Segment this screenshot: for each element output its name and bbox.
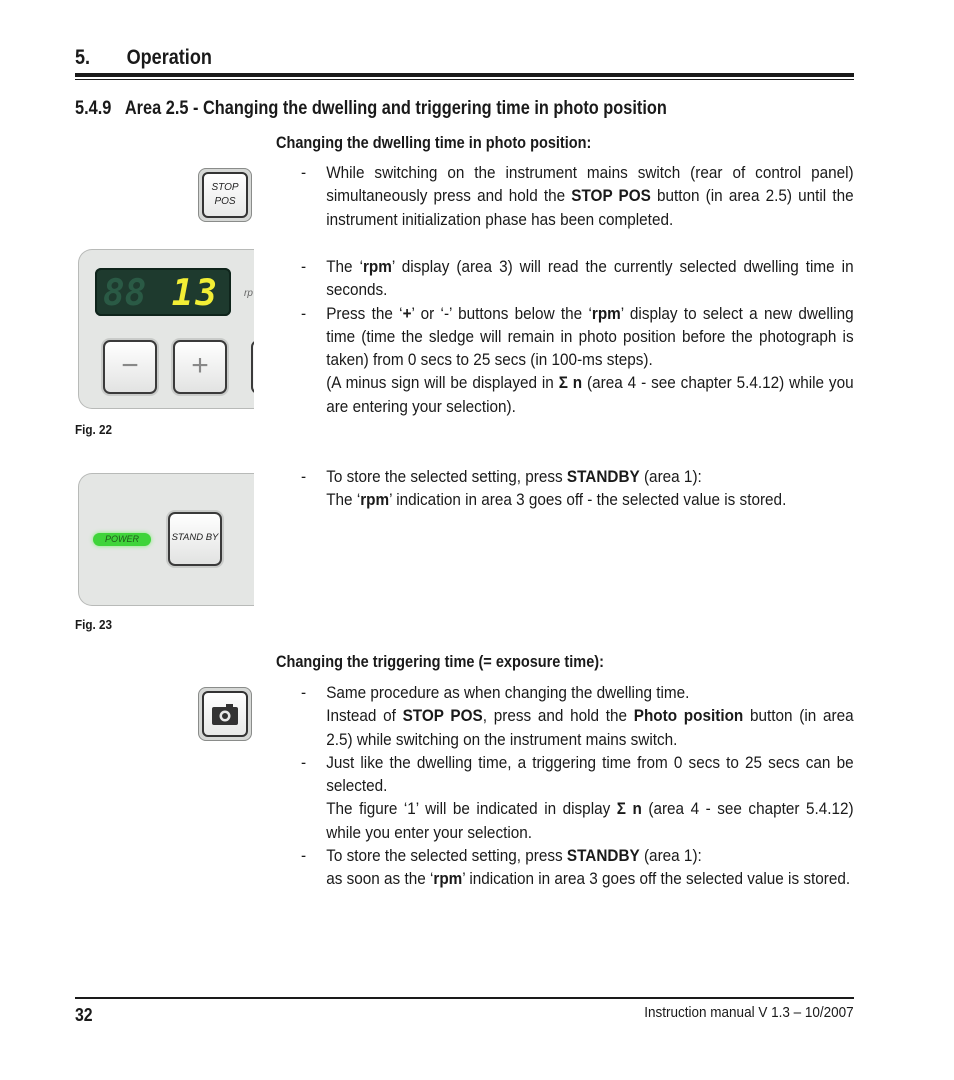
chapter-title: Operation (126, 46, 212, 69)
stop-pos-label-line2: POS (214, 196, 236, 207)
rpm-display-value: 13 (171, 273, 219, 314)
list-item: - Same procedure as when changing the dwelling time. Instead of STOP POS, press and hold the Photo position button (in area 2.5) while switching on the instrument mains switch. (301, 681, 854, 751)
chapter-number: 5. (75, 46, 91, 69)
display-ghost-segments: 88 (103, 273, 147, 314)
dwelling-steps-b (301, 255, 854, 418)
partial-button (251, 340, 254, 394)
list-item: - The ‘rpm’ display (area 3) will read the currently selected dwelling time in seconds. (301, 255, 854, 302)
power-led-icon (93, 533, 151, 546)
footer-manual-version: Instruction manual V 1.3 – 10/2007 (644, 1004, 854, 1021)
page-number: 32 (75, 1005, 93, 1025)
rpm-unit-label: rp (244, 288, 253, 299)
list-item: - While switching on the instrument mains switch (rear of control panel) simultaneously press and hold the STOP POS button (in area 2.5) until the instrument initialization phase has been completed. (301, 161, 854, 231)
section-heading (75, 98, 667, 120)
footer-rule (75, 997, 854, 999)
header-rule-thick (75, 73, 854, 77)
minus-icon: − (121, 349, 139, 382)
standby-label: STAND BY (171, 532, 219, 543)
list-item: - To store the selected setting, press STANDBY (area 1): The ‘rpm’ indication in area 3 goes off - the selected value is stored. (301, 465, 854, 512)
dwelling-steps-c (301, 465, 854, 512)
rpm-display (95, 268, 231, 316)
fig22-caption: Fig. 22 (75, 422, 113, 437)
photo-position-key-icon (198, 687, 252, 741)
triggering-subheading: Changing the triggering time (= exposure time): (276, 653, 604, 671)
list-item: - Just like the dwelling time, a triggering time from 0 secs to 25 secs can be selected. The figure ‘1’ will be indicated in display Σ n (area 4 - see chapter 5.4.12) while you enter your selection. (301, 751, 854, 844)
minus-button (103, 340, 157, 394)
stop-pos-key-icon (198, 168, 252, 222)
plus-button (173, 340, 227, 394)
fig23-caption: Fig. 23 (75, 617, 113, 632)
fig23-control-panel (78, 473, 254, 606)
chapter-heading (75, 46, 212, 70)
standby-button (168, 512, 222, 566)
fig22-control-panel (78, 249, 254, 409)
list-item: - To store the selected setting, press STANDBY (area 1): as soon as the ‘rpm’ indication in area 3 goes off the selected value is stored. (301, 844, 854, 891)
header-rule-thin (75, 79, 854, 80)
dwelling-steps-a (301, 161, 854, 231)
section-title: Area 2.5 - Changing the dwelling and triggering time in photo position (124, 98, 667, 119)
dwelling-subheading: Changing the dwelling time in photo position: (276, 134, 592, 152)
list-item: - Press the ‘+’ or ‘-’ buttons below the ‘rpm’ display to select a new dwelling time (time the sledge will remain in photo position before the photograph is taken) from 0 secs to 25 secs (in 100-ms steps). (A minus sign will be displayed in Σ n (area 4 - see chapter 5.4.12) while you are entering your selection). (301, 302, 854, 418)
camera-icon (204, 693, 246, 735)
power-label: POWER (104, 534, 139, 544)
section-number: 5.4.9 (75, 98, 112, 119)
plus-icon: + (191, 349, 209, 382)
stop-pos-label-line1: STOP (211, 182, 239, 193)
triggering-steps (301, 681, 854, 891)
